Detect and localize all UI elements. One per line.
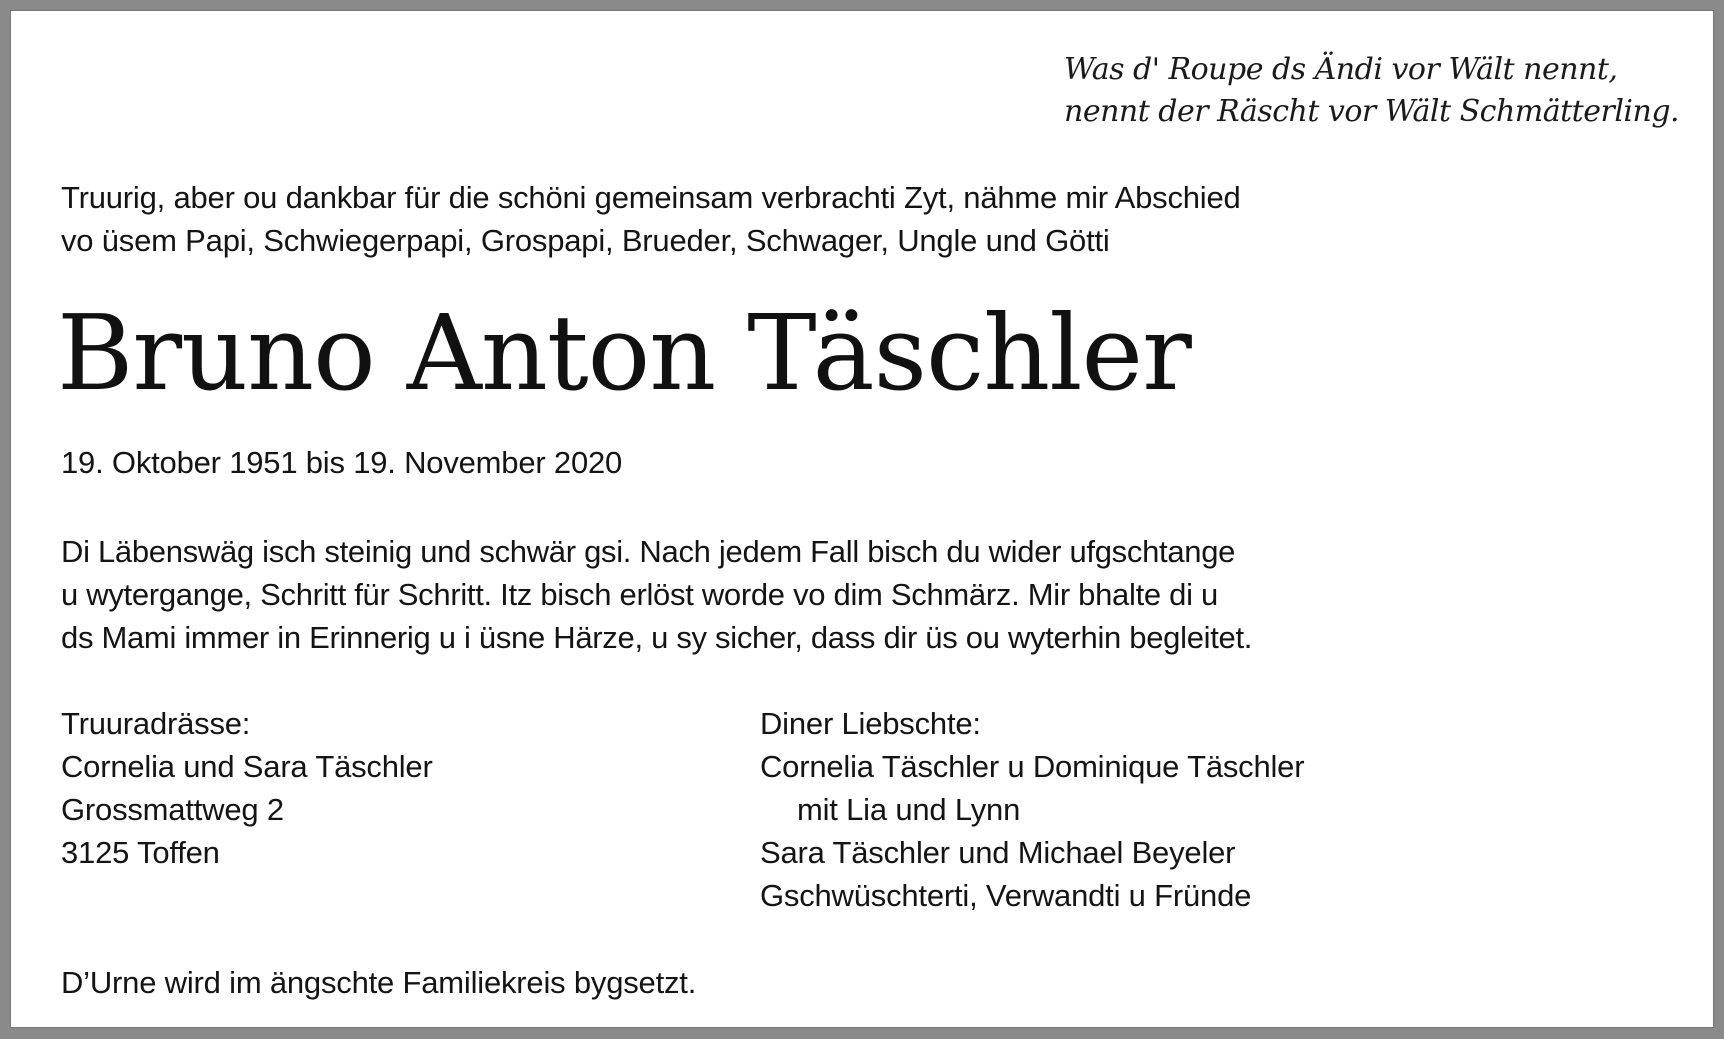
mourner-line: Sara Täschler und Michael Beyeler: [760, 835, 1236, 870]
motto-line: Was d' Roupe ds Ändi vor Wält nennt,: [1064, 52, 1618, 87]
mourner-line: mit Lia und Lynn: [797, 792, 1021, 827]
address-heading: Truuradrässe:: [61, 706, 251, 741]
motto-line: nennt der Räscht vor Wält Schmätterling.: [1064, 94, 1680, 129]
mourners-heading: Diner Liebschte:: [760, 706, 981, 741]
closing-note: D’Urne wird im ängschte Familiekreis bygsetzt.: [61, 965, 697, 1000]
intro-line: Truurig, aber ou dankbar für die schöni gemeinsam verbrachti Zyt, nähme mir Abschied: [61, 180, 1241, 215]
address-line: Cornelia und Sara Täschler: [61, 749, 433, 784]
address-line: 3125 Toffen: [61, 835, 220, 870]
mourner-line: Cornelia Täschler u Dominique Täschler: [760, 749, 1305, 784]
intro-text: [61, 176, 1361, 262]
obituary-notice: [11, 11, 1713, 1027]
memorial-line: Di Läbenswäg isch steinig und schwär gsi. Nach jedem Fall bisch du wider ufgschtange: [61, 534, 1236, 569]
memorial-line: ds Mami immer in Erinnerig u i üsne Härze, u sy sicher, dass dir üs ou wyterhin begleitet.: [61, 620, 1253, 655]
mourners-list: [760, 702, 1410, 917]
motto-quote: [1064, 49, 1684, 133]
mourner-line: Gschwüschterti, Verwandti u Fründe: [760, 878, 1252, 913]
life-dates: 19. Oktober 1951 bis 19. November 2020: [61, 445, 623, 480]
mourning-address: [61, 702, 701, 874]
address-line: Grossmattweg 2: [61, 792, 284, 827]
memorial-text: [61, 530, 1381, 659]
memorial-line: u wytergange, Schritt für Schritt. Itz bisch erlöst worde vo dim Schmärz. Mir bhalte di u: [61, 577, 1218, 612]
intro-line: vo üsem Papi, Schwiegerpapi, Grospapi, Brueder, Schwager, Ungle und Götti: [61, 223, 1110, 258]
deceased-name: Bruno Anton Täschler: [57, 292, 1191, 414]
